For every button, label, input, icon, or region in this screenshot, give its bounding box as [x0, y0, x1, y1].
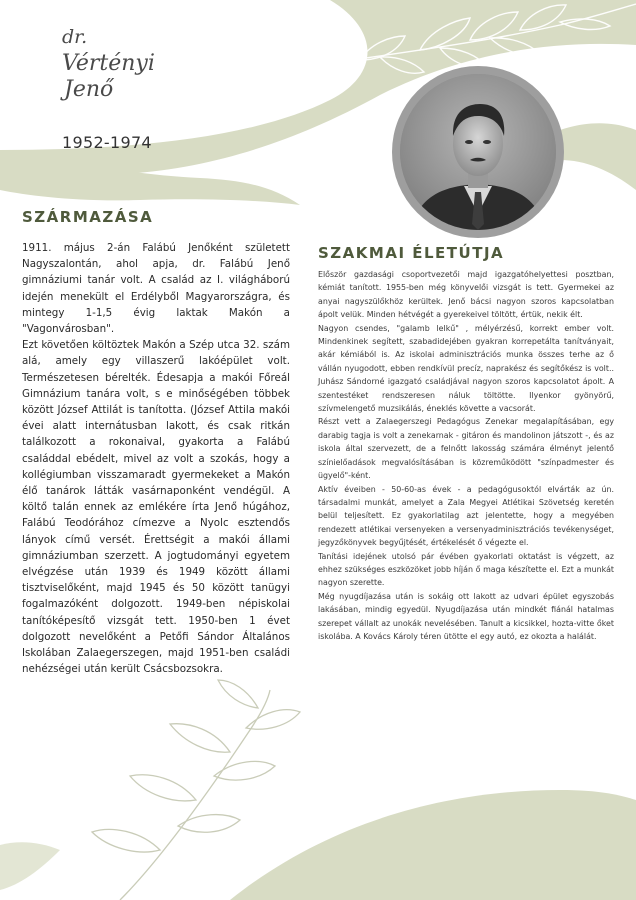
origin-paragraph: Ezt követően költöztek Makón a Szép utca 32. szám alá, amely egy villaszerű lakóépület volt. Természetesen bérelték. Édesapja a makói Főreál Gimnázium tanára volt, s e minőségében többek között József Attilát is tanította. (József Attila makói évei alatt internátusban lakott, és csak ritkán találkozott a rokonaival, gyakorta a Falábú családdal ebédelt, mivel az volt a szokás, hogy a kollégiumban visszamaradt gyermekeket a Makón élő tanárok látták vasárnaponként vendégül. A költő talán ennek az emlékére írta Jenő húgához, Falábú Teodórához címezve a Nyolc esztendős lányok című versét. Érettségit a makói állami gimnáziumban szerzett. A jogtudományi egyetem elvégzése után 1939 és 1949 között állami tisztviselőként, majd 1945 és 50 között tanügyi fogalmazóként dolgozott. 1949-ben népiskolai tanítóképesítő vizsgát tett. 1950-ben 1 évet dolgozott nevelőként a Petőfi Sándor Általános Iskolában Zalaegerszegen, majd 1951-ben családi nehézségei után került Csácsbozsokra. — [22, 339, 290, 676]
career-paragraph: Még nyugdíjazása után is sokáig ott lakott az udvari épület egyszobás lakásában, mindig egyedül. Nyugdíjazása után mindkét fiánál hatalmas szerepet vállalt az unokák nevelésében. Tanult a kicsikkel, hozta-vitte őket iskolába. A Kovács Károly téren ütötte el egy autó, ez okozta a halálát. — [318, 591, 614, 641]
last-name: Jenő — [64, 77, 114, 102]
origin-paragraph: 1911. május 2-án Falábú Jenőként született Nagyszalontán, ahol apja, dr. Falábú Jenő gimnáziumi tanár volt. A család az I. világháború idején menekült el Erdélyből Magyarországra, és mintegy 1-1,5 évig laktak Makón a "Vagonvárosban". — [22, 242, 290, 336]
first-name: Vértényi — [62, 51, 155, 76]
section-heading-career: SZAKMAI ÉLETÚTJA — [318, 244, 505, 262]
career-text — [318, 268, 614, 643]
bottom-left-green — [0, 842, 60, 890]
career-paragraph: Részt vett a Zalaegerszegi Pedagógus Zenekar megalapításában, egy darabig tagja is volt a zenekarnak - gitáron és mandolinon játszott -, és az iskola által szervezett, de a felnőtt lakosság számára élményt jelentő színielőadások megvalósításában is közreműködött "színpadmester és ügyelő"-ként. — [318, 417, 614, 481]
top-green-band-right — [560, 123, 636, 190]
career-paragraph: Nagyon csendes, "galamb lelkű" , mélyérzésű, korrekt ember volt. Mindenkinek segített, szabadidejében gyakran korrepetálta tanítványait, akár kémiából is. Az iskolai adminisztrációs munka összes terhe az ő vállán nyugodott, ebben rendkívül precíz, naprakész és segítőkész is volt.. Juhász Sándorné igazgató családjával nagyon szoros kapcsolatot ápolt. A szentestéket rendszeresen náluk töltötte. Ilyenkor gyönyörű, szívmelengető muzsikálás, éneklés követte a vacsorát. — [318, 323, 614, 414]
origin-text — [22, 240, 290, 677]
career-paragraph: Aktív éveiben - 50-60-as évek - a pedagógusoktól elvárták az ún. társadalmi munkát, amelyet a Zala Megyei Atlétikai Szövetség keretén belül teljesített. Ez gyakorlatilag azt jelentette, hogy a megyében rendezett atlétikai versenyeken a versenyadminisztrációs tevékenységet, jegyzőkönyvek begyűjtését, értékelését ő végezte el. — [318, 484, 614, 548]
name-prefix: dr. — [62, 26, 88, 48]
years: 1952-1974 — [62, 133, 152, 152]
person-name — [60, 28, 155, 101]
career-paragraph: Először gazdasági csoportvezetői majd igazgatóhelyettesi posztban, kémiát tanított. 1955-ben még könyvelői vizsgát is tett. Gyermekei az anyai nagyszülőkhöz kerültek. Jenő bácsi nagyon szoros kapcsolatban ápolt velük. Minden hétvégét a gyerekeivel töltött, értük, nekik élt. — [318, 270, 614, 320]
bottom-green-wave — [230, 790, 636, 900]
career-paragraph: Tanítási idejének utolsó pár évében gyakorlati oktatást is végzett, az ehhez szükséges eszközöket jobb híján ő maga készítette el. Ezt a munkát nagyon szerette. — [318, 551, 614, 588]
section-heading-origin: SZÁRMAZÁSA — [22, 208, 154, 226]
portrait-illustration — [400, 74, 556, 230]
portrait-photo — [400, 74, 556, 230]
bottom-branch — [92, 680, 300, 900]
